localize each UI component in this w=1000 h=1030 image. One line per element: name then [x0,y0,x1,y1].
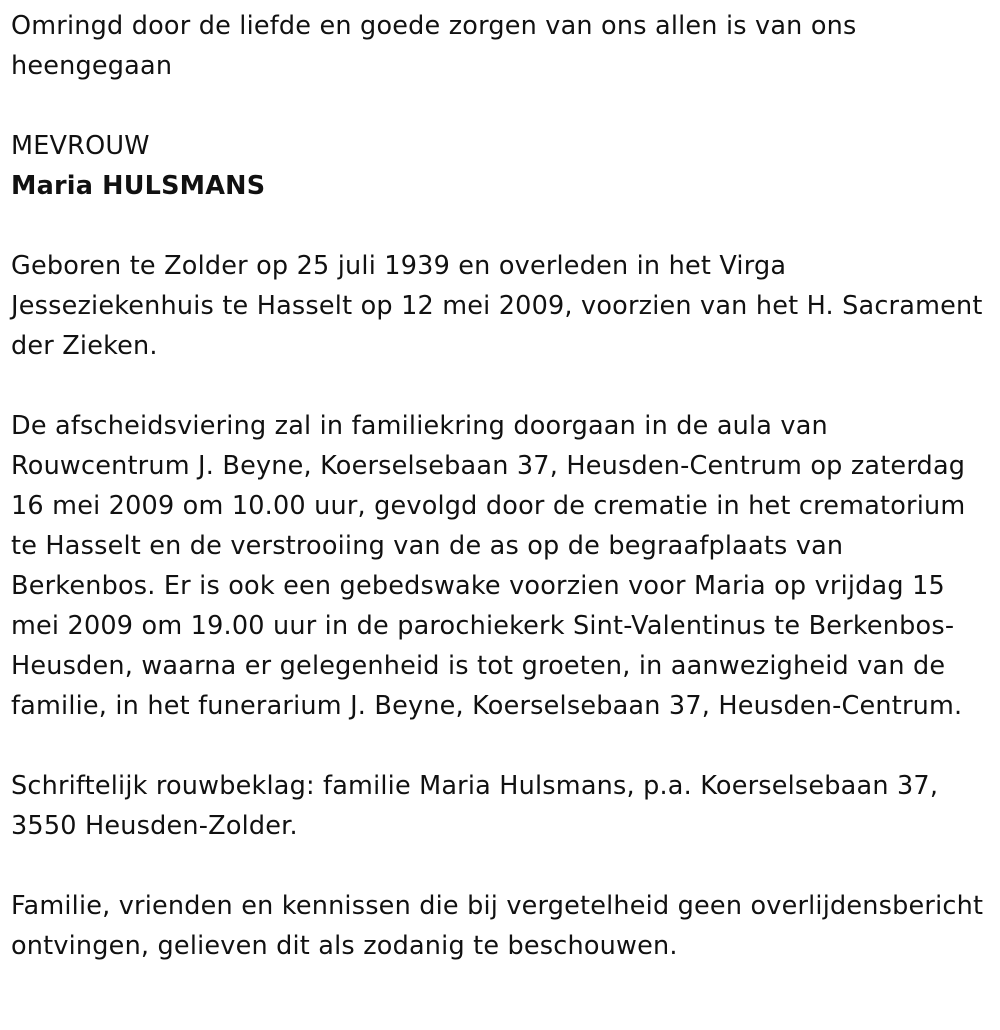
obituary-notice [11,6,991,966]
deceased-name: Maria HULSMANS [11,171,266,201]
spacer [11,86,991,126]
condolences-paragraph: Schriftelijk rouwbeklag: familie Maria Hulsmans, p.a. Koerselsebaan 37, 3550 Heusden-Zolder. [11,771,939,841]
spacer [11,846,991,886]
birth-death-paragraph: Geboren te Zolder op 25 juli 1939 en overleden in het Virga Jesseziekenhuis te Hasselt op 12 mei 2009, voorzien van het H. Sacrament der Zieken. [11,251,983,361]
intro-text: Omringd door de liefde en goede zorgen van ons allen is van ons heengegaan [11,11,857,81]
spacer [11,206,991,246]
honorific-title: MEVROUW [11,131,150,161]
closing-paragraph: Familie, vrienden en kennissen die bij vergetelheid geen overlijdensbericht ontvingen, gelieven dit als zodanig te beschouwen. [11,891,984,961]
ceremony-paragraph: De afscheidsviering zal in familiekring doorgaan in de aula van Rouwcentrum J. Beyne, Koerselsebaan 37, Heusden-Centrum op zaterdag 16 mei 2009 om 10.00 uur, gevolgd door de crematie in het crematorium te Hasselt en de verstrooiing van de as op de begraafplaats van Berkenbos. Er is ook een gebedswake voorzien voor Maria op vrijdag 15 mei 2009 om 19.00 uur in de parochiekerk Sint-Valentinus te Berkenbos-Heusden, waarna er gelegenheid is tot groeten, in aanwezigheid van de familie, in het funerarium J. Beyne, Koerselsebaan 37, Heusden-Centrum. [11,411,966,721]
spacer [11,726,991,766]
spacer [11,366,991,406]
